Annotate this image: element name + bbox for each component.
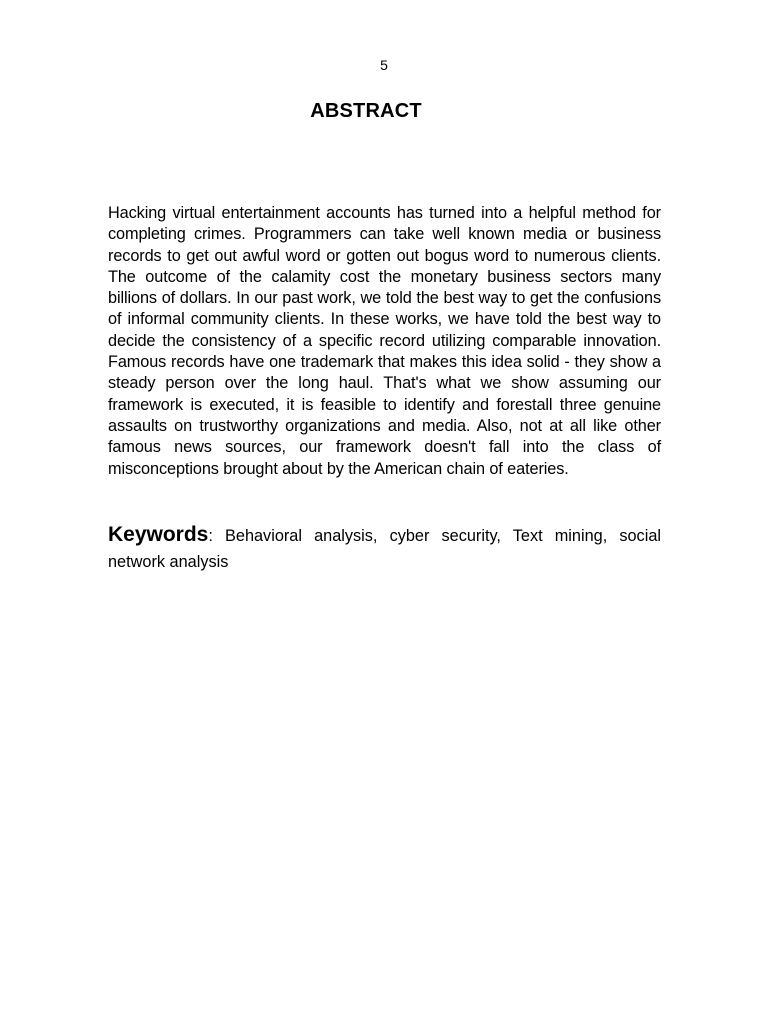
abstract-heading: ABSTRACT [310,100,422,122]
keywords-paragraph [108,522,661,575]
keywords-separator: : [208,527,226,545]
page-number: 5 [380,57,388,73]
keywords-label: Keywords [108,523,209,546]
abstract-paragraph: Hacking virtual entertainment accounts has turned into a helpful method for completing crimes. Programmers can take well known media or business records to get out awful word or gotten out bogus word to numerous clients. The outcome of the calamity cost the monetary business sectors many billions of dollars. In our past work, we told the best way to get the confusions of informal community clients. In these works, we have told the best way to decide the consistency of a specific record utilizing comparable innovation. Famous records have one trademark that makes this idea solid - they show a steady person over the long haul. That's what we show assuming our framework is executed, it is feasible to identify and forestall three genuine assaults on trustworthy organizations and media. Also, not at all like other famous news sources, our framework doesn't fall into the class of misconceptions brought about by the American chain of eateries. [108,204,661,478]
keywords-text: Behavioral analysis, cyber security, Text mining, social network analysis [108,527,661,571]
